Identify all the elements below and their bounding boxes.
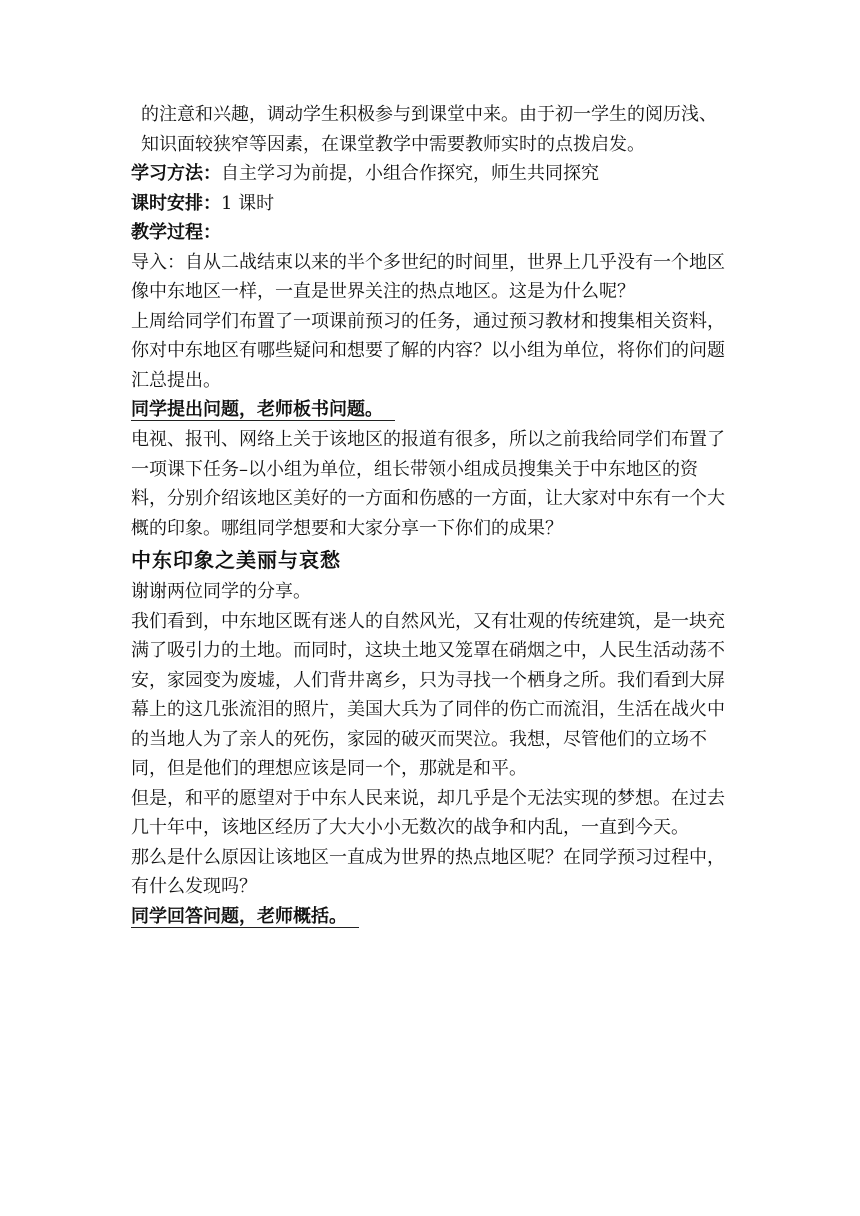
section-title: 中东印象之美丽与哀愁 [131, 548, 341, 572]
peace-paragraph: 但是，和平的愿望对于中东人民来说，却几乎是个无法实现的梦想。在过去几十年中，该地区经历了大大小小无数次的战争和内乱，一直到今天。 [131, 787, 725, 838]
class-hours [131, 189, 731, 219]
task-paragraph: 电视、报刊、网络上关于该地区的报道有很多，所以之前我给同学们布置了一项课下任务–以小组为单位，组长带领小组成员搜集关于中东地区的资料，分别介绍该地区美好的一方面和伤感的一方面，让大家对中东有一个大概的印象。哪组同学想要和大家分享一下你们的成果？ [131, 429, 725, 539]
learning-method [131, 159, 731, 189]
teacher-note [131, 395, 731, 425]
class-hours-value: 1 课时 [221, 192, 275, 214]
question-paragraph: 那么是什么原因让该地区一直成为世界的热点地区呢？在同学预习过程中，有什么发现吗？ [131, 846, 725, 897]
class-hours-label: 课时安排： [131, 192, 221, 214]
teacher-note-2-text: 同学回答问题，老师概括。 [131, 906, 359, 928]
teacher-note-text: 同学提出问题，老师板书问题。 [131, 399, 395, 421]
learning-method-value: 自主学习为前提，小组合作探究，师生共同探究 [221, 163, 599, 184]
intro-continuation: 的注意和兴趣，调动学生积极参与到课堂中来。由于初一学生的阅历浅、知识面较狭窄等因素，在课堂教学中需要教师实时的点拨启发。 [141, 104, 717, 155]
learning-method-label: 学习方法： [131, 163, 221, 184]
process-heading: 教学过程： [131, 222, 221, 243]
intro-paragraph: 导入：自从二战结束以来的半个多世纪的时间里，世界上几乎没有一个地区像中东地区一样，一直是世界关注的热点地区。这是为什么呢？ [131, 251, 725, 302]
thanks-paragraph: 谢谢两位同学的分享。 [131, 581, 311, 602]
preview-task-paragraph: 上周给同学们布置了一项课前预习的任务，通过预习教材和搜集相关资料，你对中东地区有哪些疑问和想要了解的内容？以小组为单位，将你们的问题汇总提出。 [131, 310, 725, 391]
impression-paragraph: 我们看到，中东地区既有迷人的自然风光，又有壮观的传统建筑，是一块充满了吸引力的土地。而同时，这块土地又笼罩在硝烟之中，人民生活动荡不安，家园变为废墟，人们背井离乡，只为寻找一个栖身之所。我们看到大屏幕上的这几张流泪的照片，美国大兵为了同伴的伤亡而流泪，生活在战火中的当地人为了亲人的死伤，家园的破灭而哭泣。我想，尽管他们的立场不同，但是他们的理想应该是同一个，那就是和平。 [131, 610, 725, 779]
teacher-note-2 [131, 902, 731, 932]
document-page [131, 100, 731, 932]
